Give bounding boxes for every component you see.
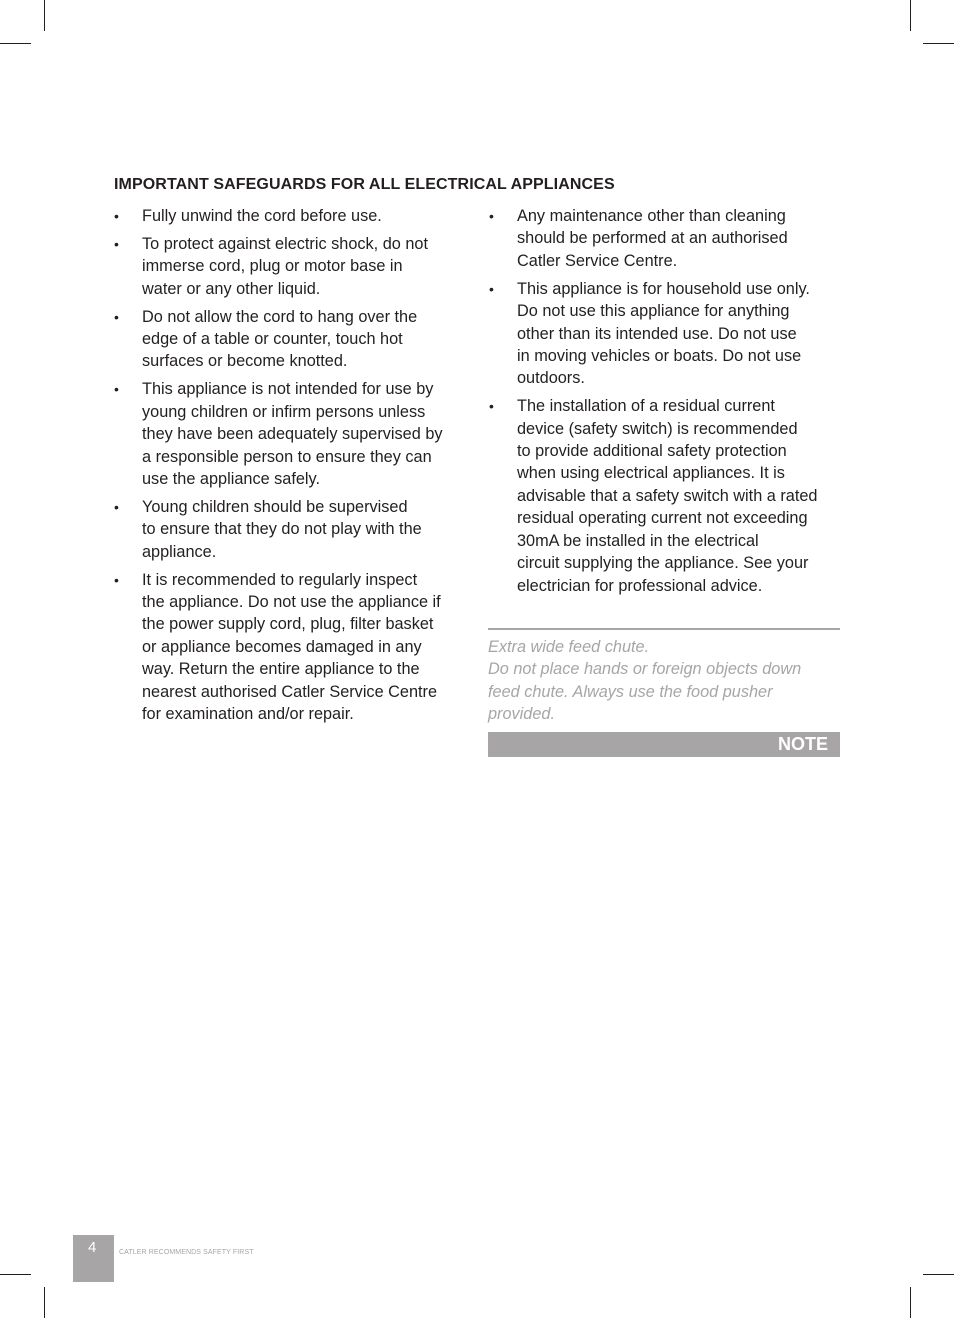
note-text [488,636,840,726]
bullet-icon: • [114,381,119,398]
safeguard-line: The installation of a residual current [517,397,775,416]
bullet-icon: • [489,208,494,224]
footer-running-title: CATLER RECOMMENDS SAFETY FIRST [119,1249,254,1256]
bullet-icon: • [489,398,494,415]
safeguard-item [114,205,469,227]
page-heading: IMPORTANT SAFEGUARDS FOR ALL ELECTRICAL APPLIANCES [114,176,615,193]
safeguard-line: the appliance. Do not use the appliance if [142,593,441,611]
safeguard-line: residual operating current not exceeding [517,509,808,528]
safeguard-line: should be performed at an authorised [517,229,788,248]
crop-mark-top-left-v [44,0,45,31]
safeguard-line: other than its intended use. Do not use [517,324,797,343]
safeguard-line: when using electrical appliances. It is [517,464,785,483]
safeguard-line: This appliance is for household use only. [517,279,810,298]
safeguard-item [489,205,841,272]
safeguard-line: they have been adequately supervised by [142,425,443,444]
left-safeguards-list [114,205,469,731]
note-line: Extra wide feed chute. [488,638,650,656]
safeguard-line: Do not use this appliance for anything [517,302,790,321]
note-line: provided. [488,705,555,724]
safeguard-line: young children or infirm persons unless [142,402,426,421]
crop-mark-top-right-h [923,43,954,44]
note-label-bar: NOTE [488,732,840,757]
safeguard-line: It is recommended to regularly inspect [142,570,418,589]
note-line: Do not place hands or foreign objects down [488,660,802,679]
safeguard-item [114,378,469,490]
crop-mark-top-right-v [910,0,911,31]
safeguard-item [489,278,841,390]
safeguard-line: advisable that a safety switch with a rated [517,486,818,505]
bullet-icon: • [489,280,494,297]
bullet-icon: • [114,308,119,325]
safeguard-line: use the appliance safely. [142,469,321,488]
safeguard-item [114,306,469,373]
safeguard-line: the power supply cord, plug, filter basket [142,615,434,634]
safeguard-line: to provide additional safety protection [517,442,787,461]
safeguard-line: To protect against electric shock, do not [142,234,428,253]
crop-mark-bottom-left-v [44,1287,45,1318]
safeguard-line: nearest authorised Catler Service Centre [142,682,438,701]
safeguard-line: Do not allow the cord to hang over the [142,307,418,326]
safeguard-item [114,569,469,726]
crop-mark-top-left-h [0,43,31,44]
bullet-icon: • [114,498,119,515]
safeguard-line: device (safety switch) is recommended [517,419,798,438]
bullet-icon: • [114,208,119,224]
right-safeguards-list [489,205,841,602]
bullet-icon: • [114,235,119,252]
safeguard-line: circuit supplying the appliance. See your [517,554,809,573]
safeguard-line: or appliance becomes damaged in any [142,637,422,656]
safeguard-line: Any maintenance other than cleaning [517,207,786,225]
safeguard-line: surfaces or become knotted. [142,352,348,371]
crop-mark-bottom-right-h [923,1274,954,1275]
safeguard-line: for examination and/or repair. [142,705,354,724]
bullet-icon: • [114,571,119,588]
page-number: 4 [73,1235,114,1282]
safeguard-line: edge of a table or counter, touch hot [142,330,403,349]
crop-mark-bottom-right-v [910,1287,911,1318]
safeguard-item [114,496,469,563]
safeguard-line: immerse cord, plug or motor base in [142,257,403,276]
safeguard-line: to ensure that they do not play with the [142,520,422,539]
safeguard-item [489,395,841,597]
safeguard-line: This appliance is not intended for use by [142,380,434,399]
safeguard-line: outdoors. [517,369,585,388]
note-line: feed chute. Always use the food pusher [488,682,773,701]
safeguard-line: in moving vehicles or boats. Do not use [517,346,802,365]
safeguard-line: a responsible person to ensure they can [142,447,432,466]
safeguard-line: Catler Service Centre. [517,251,678,270]
note-divider [488,628,840,630]
safeguard-line: water or any other liquid. [142,279,321,298]
safeguard-line: Young children should be supervised [142,497,408,516]
safeguard-line: electrician for professional advice. [517,576,763,595]
safeguard-item [114,233,469,300]
safeguard-line: 30mA be installed in the electrical [517,531,759,550]
safeguard-line: appliance. [142,542,217,561]
safeguard-line: Fully unwind the cord before use. [142,207,382,225]
crop-mark-bottom-left-h [0,1274,31,1275]
safeguard-line: way. Return the entire appliance to the [142,660,420,679]
